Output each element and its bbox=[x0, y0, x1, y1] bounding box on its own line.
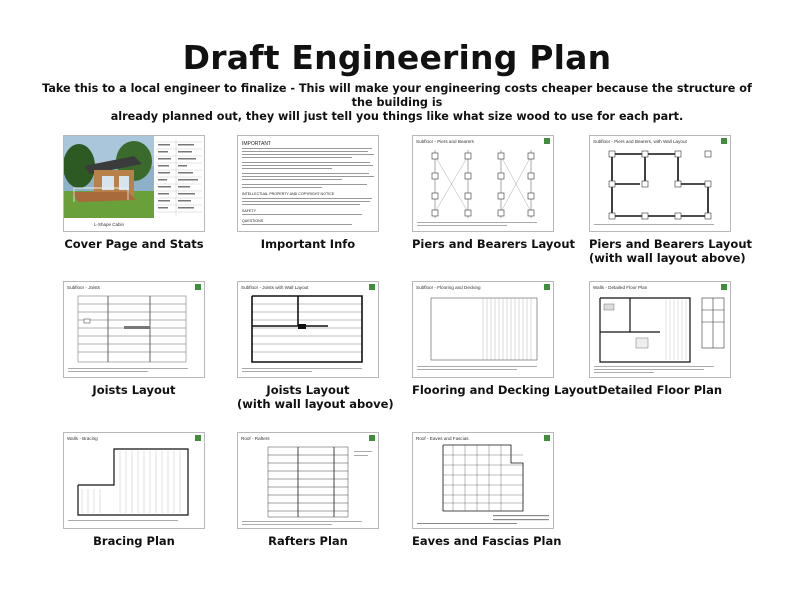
logo-badge-icon bbox=[369, 435, 375, 441]
cover-page-footer-text: L-Shape Cabin bbox=[93, 222, 125, 227]
card-important-info[interactable] bbox=[237, 135, 379, 251]
card-piers-bearers-walls[interactable] bbox=[589, 135, 753, 265]
questions-heading: QUESTIONS bbox=[242, 219, 264, 223]
card-eaves-fascias[interactable] bbox=[412, 432, 562, 548]
safety-heading: SAFETY bbox=[242, 209, 256, 213]
rafters-drawing bbox=[238, 433, 378, 528]
card-rafters[interactable] bbox=[237, 432, 379, 548]
caption-flooring-decking: Flooring and Decking Layout bbox=[412, 383, 598, 397]
thumbnail-joists bbox=[63, 281, 205, 378]
thumbnail-important-info bbox=[237, 135, 379, 232]
card-piers-bearers[interactable] bbox=[412, 135, 576, 251]
piers-bearers-drawing bbox=[413, 136, 553, 231]
piers-bearers-walls-header: Subfloor - Piers and Bearers, with Wall Layout bbox=[593, 139, 687, 144]
card-joists-walls[interactable] bbox=[237, 281, 394, 411]
caption-important-info: Important Info bbox=[260, 237, 356, 251]
subtitle-line-2: already planned out, they will just tell you things like what size wood to use for each part. bbox=[110, 110, 684, 123]
caption-detailed-floor-plan: Detailed Floor Plan bbox=[597, 383, 723, 397]
logo-badge-icon bbox=[544, 138, 550, 144]
page-subtitle bbox=[40, 82, 754, 124]
piers-bearers-header: Subfloor - Piers and Bearers bbox=[416, 139, 474, 144]
caption-rafters: Rafters Plan bbox=[268, 534, 348, 548]
detailed-floor-plan-drawing bbox=[590, 282, 730, 377]
important-info-drawing bbox=[238, 136, 378, 231]
caption-joists-walls-line1: Joists Layout bbox=[266, 383, 350, 397]
caption-joists: Joists Layout bbox=[92, 383, 176, 397]
card-flooring-decking[interactable] bbox=[412, 281, 598, 397]
piers-bearers-walls-drawing bbox=[590, 136, 730, 231]
caption-piers-bearers-walls-line1: Piers and Bearers Layout bbox=[589, 237, 753, 251]
important-heading: IMPORTANT bbox=[242, 141, 271, 147]
subtitle-line-1: Take this to a local engineer to finalize - This will make your engineering costs cheaper because the structure of the building is bbox=[42, 82, 752, 109]
ip-heading: INTELLECTUAL PROPERTY AND COPYRIGHT NOTICE bbox=[242, 192, 335, 196]
caption-piers-bearers-walls bbox=[589, 237, 753, 265]
cover-page-drawing bbox=[64, 136, 204, 231]
thumbnail-piers-bearers-walls bbox=[589, 135, 731, 232]
joists-header: Subfloor - Joists bbox=[67, 285, 100, 290]
logo-badge-icon bbox=[544, 435, 550, 441]
caption-piers-bearers: Piers and Bearers Layout bbox=[412, 237, 576, 251]
caption-joists-walls bbox=[237, 383, 394, 411]
logo-badge-icon bbox=[721, 138, 727, 144]
thumbnail-piers-bearers bbox=[412, 135, 554, 232]
detailed-floor-plan-header: Walls - Detailed Floor Plan bbox=[593, 285, 648, 290]
joists-walls-drawing bbox=[238, 282, 378, 377]
thumbnail-flooring-decking bbox=[412, 281, 554, 378]
caption-cover-page: Cover Page and Stats bbox=[64, 237, 204, 251]
thumbnail-cover-page bbox=[63, 135, 205, 232]
logo-badge-icon bbox=[195, 435, 201, 441]
thumbnail-detailed-floor-plan bbox=[589, 281, 731, 378]
thumbnail-eaves-fascias bbox=[412, 432, 554, 529]
bracing-drawing bbox=[64, 433, 204, 528]
card-joists[interactable] bbox=[63, 281, 205, 397]
bracing-header: Walls - Bracing bbox=[67, 436, 98, 441]
thumbnail-joists-walls bbox=[237, 281, 379, 378]
caption-bracing: Bracing Plan bbox=[93, 534, 175, 548]
caption-piers-bearers-walls-line2: (with wall layout above) bbox=[589, 251, 746, 265]
thumbnail-bracing bbox=[63, 432, 205, 529]
card-bracing[interactable] bbox=[63, 432, 205, 548]
card-cover-page[interactable] bbox=[63, 135, 205, 251]
card-detailed-floor-plan[interactable] bbox=[589, 281, 731, 397]
caption-joists-walls-line2: (with wall layout above) bbox=[237, 397, 394, 411]
page-title: Draft Engineering Plan bbox=[182, 38, 612, 77]
logo-badge-icon bbox=[195, 284, 201, 290]
eaves-fascias-drawing bbox=[413, 433, 553, 528]
logo-badge-icon bbox=[721, 284, 727, 290]
caption-eaves-fascias: Eaves and Fascias Plan bbox=[412, 534, 562, 548]
joists-drawing bbox=[64, 282, 204, 377]
thumbnail-rafters bbox=[237, 432, 379, 529]
rafters-header: Roof - Rafters bbox=[241, 436, 270, 441]
joists-walls-header: Subfloor - Joists with Wall Layout bbox=[241, 285, 309, 290]
logo-badge-icon bbox=[369, 284, 375, 290]
flooring-decking-drawing bbox=[413, 282, 553, 377]
flooring-decking-header: Subfloor - Flooring and Decking bbox=[416, 285, 481, 290]
eaves-fascias-header: Roof - Eaves and Fascias bbox=[416, 436, 469, 441]
logo-badge-icon bbox=[544, 284, 550, 290]
